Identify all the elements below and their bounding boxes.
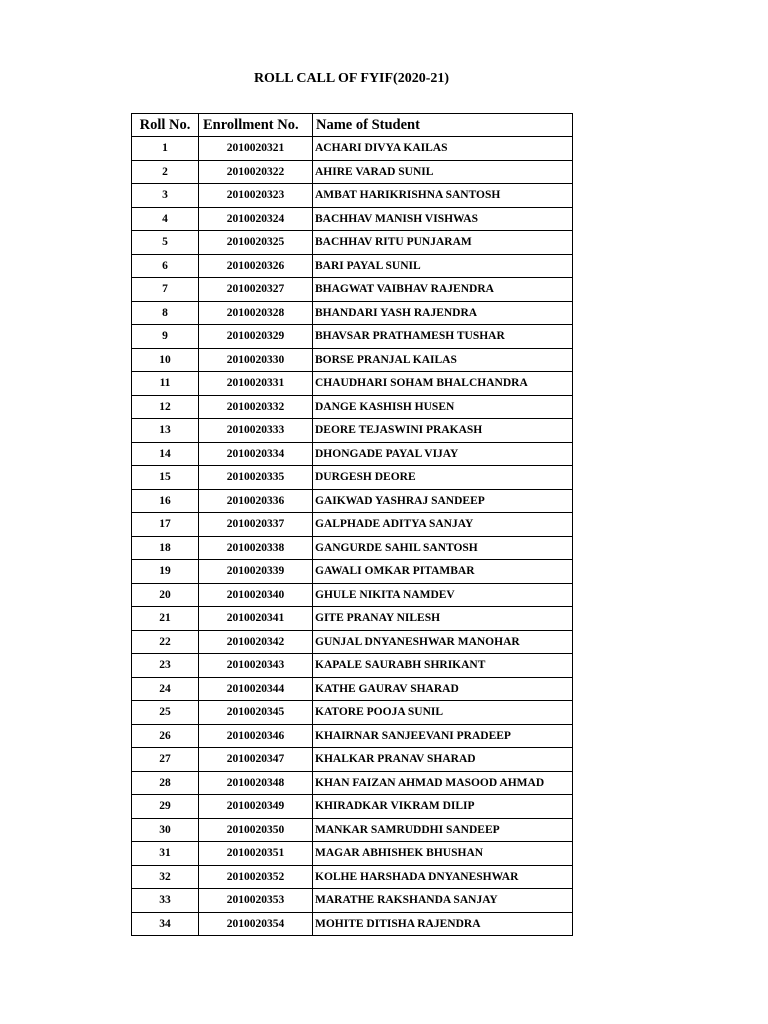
roll-no-cell: 7	[132, 278, 199, 302]
student-name-cell: GITE PRANAY NILESH	[313, 607, 573, 631]
enrollment-no-cell: 2010020332	[199, 395, 313, 419]
enrollment-no-cell: 2010020323	[199, 184, 313, 208]
student-name-cell: GAWALI OMKAR PITAMBAR	[313, 560, 573, 584]
roll-no-cell: 4	[132, 207, 199, 231]
roll-no-cell: 15	[132, 466, 199, 490]
enrollment-no-cell: 2010020330	[199, 348, 313, 372]
table-row	[132, 536, 573, 560]
student-name-cell: KHIRADKAR VIKRAM DILIP	[313, 795, 573, 819]
roll-no-cell: 3	[132, 184, 199, 208]
enrollment-no-cell: 2010020324	[199, 207, 313, 231]
enrollment-no-cell: 2010020327	[199, 278, 313, 302]
roll-no-cell: 18	[132, 536, 199, 560]
table-row	[132, 607, 573, 631]
enrollment-no-cell: 2010020326	[199, 254, 313, 278]
student-name-cell: AMBAT HARIKRISHNA SANTOSH	[313, 184, 573, 208]
table-row	[132, 560, 573, 584]
roll-no-cell: 32	[132, 865, 199, 889]
table-row	[132, 630, 573, 654]
table-row	[132, 677, 573, 701]
student-name-cell: KHAN FAIZAN AHMAD MASOOD AHMAD	[313, 771, 573, 795]
table-row	[132, 231, 573, 255]
roll-no-cell: 12	[132, 395, 199, 419]
student-name-cell: MARATHE RAKSHANDA SANJAY	[313, 889, 573, 913]
roll-no-cell: 14	[132, 442, 199, 466]
enrollment-no-cell: 2010020328	[199, 301, 313, 325]
student-name-cell: KATHE GAURAV SHARAD	[313, 677, 573, 701]
table-row	[132, 513, 573, 537]
roll-no-cell: 6	[132, 254, 199, 278]
enrollment-no-cell: 2010020336	[199, 489, 313, 513]
table-row	[132, 207, 573, 231]
roll-no-cell: 22	[132, 630, 199, 654]
student-name-cell: GALPHADE ADITYA SANJAY	[313, 513, 573, 537]
enrollment-no-cell: 2010020354	[199, 912, 313, 936]
roll-no-cell: 29	[132, 795, 199, 819]
student-name-cell: BHAVSAR PRATHAMESH TUSHAR	[313, 325, 573, 349]
roll-no-cell: 11	[132, 372, 199, 396]
student-name-cell: BORSE PRANJAL KAILAS	[313, 348, 573, 372]
table-row	[132, 348, 573, 372]
table-body	[132, 137, 573, 936]
roll-no-cell: 17	[132, 513, 199, 537]
table-row	[132, 184, 573, 208]
enrollment-no-cell: 2010020335	[199, 466, 313, 490]
enrollment-no-cell: 2010020322	[199, 160, 313, 184]
roll-no-cell: 20	[132, 583, 199, 607]
student-name-cell: DHONGADE PAYAL VIJAY	[313, 442, 573, 466]
table-row	[132, 137, 573, 161]
table-row	[132, 160, 573, 184]
student-name-cell: DURGESH DEORE	[313, 466, 573, 490]
table-row	[132, 442, 573, 466]
enrollment-no-cell: 2010020340	[199, 583, 313, 607]
student-name-cell: MANKAR SAMRUDDHI SANDEEP	[313, 818, 573, 842]
student-name-cell: BACHHAV MANISH VISHWAS	[313, 207, 573, 231]
enrollment-no-cell: 2010020349	[199, 795, 313, 819]
table-header	[132, 114, 573, 137]
header-student-name: Name of Student	[313, 114, 573, 137]
enrollment-no-cell: 2010020352	[199, 865, 313, 889]
student-name-cell: CHAUDHARI SOHAM BHALCHANDRA	[313, 372, 573, 396]
student-name-cell: ACHARI DIVYA KAILAS	[313, 137, 573, 161]
table-row	[132, 301, 573, 325]
enrollment-no-cell: 2010020325	[199, 231, 313, 255]
enrollment-no-cell: 2010020351	[199, 842, 313, 866]
page-title: ROLL CALL OF FYIF(2020-21)	[253, 71, 450, 86]
enrollment-no-cell: 2010020341	[199, 607, 313, 631]
student-name-cell: BACHHAV RITU PUNJARAM	[313, 231, 573, 255]
table-row	[132, 865, 573, 889]
student-name-cell: MOHITE DITISHA RAJENDRA	[313, 912, 573, 936]
student-name-cell: BHAGWAT VAIBHAV RAJENDRA	[313, 278, 573, 302]
student-name-cell: GANGURDE SAHIL SANTOSH	[313, 536, 573, 560]
student-name-cell: MAGAR ABHISHEK BHUSHAN	[313, 842, 573, 866]
table-row	[132, 654, 573, 678]
enrollment-no-cell: 2010020347	[199, 748, 313, 772]
student-name-cell: KATORE POOJA SUNIL	[313, 701, 573, 725]
roll-no-cell: 5	[132, 231, 199, 255]
enrollment-no-cell: 2010020334	[199, 442, 313, 466]
roll-no-cell: 25	[132, 701, 199, 725]
enrollment-no-cell: 2010020343	[199, 654, 313, 678]
table-row	[132, 912, 573, 936]
student-name-cell: BARI PAYAL SUNIL	[313, 254, 573, 278]
roll-no-cell: 24	[132, 677, 199, 701]
enrollment-no-cell: 2010020342	[199, 630, 313, 654]
table-row	[132, 795, 573, 819]
student-name-cell: KHAIRNAR SANJEEVANI PRADEEP	[313, 724, 573, 748]
table-row	[132, 325, 573, 349]
roll-call-table	[131, 113, 573, 936]
header-row	[132, 114, 573, 137]
student-name-cell: BHANDARI YASH RAJENDRA	[313, 301, 573, 325]
enrollment-no-cell: 2010020339	[199, 560, 313, 584]
roll-no-cell: 2	[132, 160, 199, 184]
roll-no-cell: 33	[132, 889, 199, 913]
student-name-cell: GAIKWAD YASHRAJ SANDEEP	[313, 489, 573, 513]
table-row	[132, 278, 573, 302]
student-name-cell: AHIRE VARAD SUNIL	[313, 160, 573, 184]
table-row	[132, 466, 573, 490]
student-name-cell: GUNJAL DNYANESHWAR MANOHAR	[313, 630, 573, 654]
enrollment-no-cell: 2010020338	[199, 536, 313, 560]
table-row	[132, 583, 573, 607]
table-row	[132, 489, 573, 513]
table-row	[132, 889, 573, 913]
enrollment-no-cell: 2010020348	[199, 771, 313, 795]
roll-no-cell: 28	[132, 771, 199, 795]
enrollment-no-cell: 2010020331	[199, 372, 313, 396]
enrollment-no-cell: 2010020344	[199, 677, 313, 701]
table-row	[132, 395, 573, 419]
table-row	[132, 701, 573, 725]
table-row	[132, 724, 573, 748]
enrollment-no-cell: 2010020350	[199, 818, 313, 842]
roll-no-cell: 34	[132, 912, 199, 936]
roll-no-cell: 26	[132, 724, 199, 748]
roll-no-cell: 16	[132, 489, 199, 513]
enrollment-no-cell: 2010020321	[199, 137, 313, 161]
roll-no-cell: 31	[132, 842, 199, 866]
table-row	[132, 419, 573, 443]
student-name-cell: GHULE NIKITA NAMDEV	[313, 583, 573, 607]
header-enrollment-no: Enrollment No.	[199, 114, 313, 137]
table-row	[132, 372, 573, 396]
enrollment-no-cell: 2010020329	[199, 325, 313, 349]
student-name-cell: KAPALE SAURABH SHRIKANT	[313, 654, 573, 678]
roll-no-cell: 8	[132, 301, 199, 325]
enrollment-no-cell: 2010020333	[199, 419, 313, 443]
enrollment-no-cell: 2010020353	[199, 889, 313, 913]
roll-no-cell: 19	[132, 560, 199, 584]
roll-no-cell: 27	[132, 748, 199, 772]
enrollment-no-cell: 2010020337	[199, 513, 313, 537]
student-name-cell: KHALKAR PRANAV SHARAD	[313, 748, 573, 772]
student-name-cell: DANGE KASHISH HUSEN	[313, 395, 573, 419]
table-row	[132, 818, 573, 842]
enrollment-no-cell: 2010020345	[199, 701, 313, 725]
roll-no-cell: 13	[132, 419, 199, 443]
student-name-cell: DEORE TEJASWINI PRAKASH	[313, 419, 573, 443]
header-roll-no: Roll No.	[132, 114, 199, 137]
roll-no-cell: 1	[132, 137, 199, 161]
table-row	[132, 748, 573, 772]
roll-no-cell: 10	[132, 348, 199, 372]
table-row	[132, 254, 573, 278]
student-name-cell: KOLHE HARSHADA DNYANESHWAR	[313, 865, 573, 889]
roll-no-cell: 21	[132, 607, 199, 631]
roll-no-cell: 9	[132, 325, 199, 349]
roll-no-cell: 30	[132, 818, 199, 842]
enrollment-no-cell: 2010020346	[199, 724, 313, 748]
roll-no-cell: 23	[132, 654, 199, 678]
table-row	[132, 771, 573, 795]
table-row	[132, 842, 573, 866]
